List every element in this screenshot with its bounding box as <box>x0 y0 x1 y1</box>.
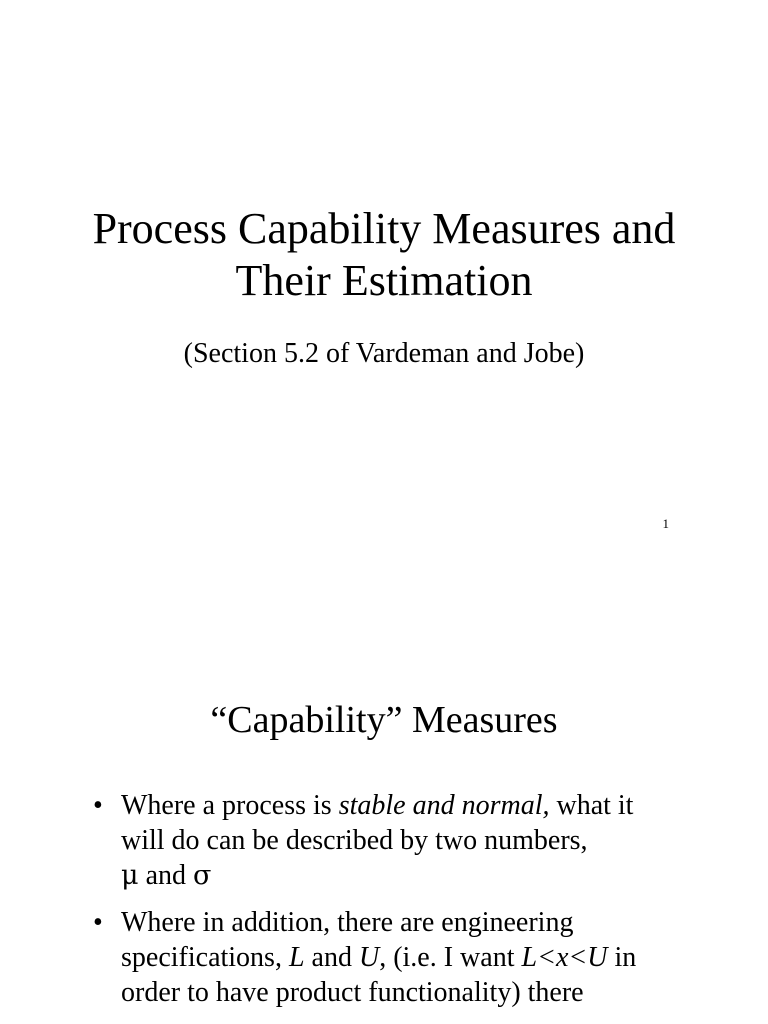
slide-2 <box>0 600 768 1024</box>
mu-symbol: μ <box>121 860 139 891</box>
lower-spec-symbol: L <box>288 942 305 973</box>
bullet-text: , (i.e. I want <box>379 942 522 973</box>
spec-inequality: L<x<U <box>521 942 608 973</box>
bullet-text: in order to have product functionality) there <box>121 942 637 1008</box>
title-line-1: Process Capability Measures and <box>92 204 676 253</box>
bullet-icon: • <box>93 907 103 938</box>
bullet-item <box>0 788 666 893</box>
bullet-text: and <box>138 860 193 891</box>
bullet-text: Where a process is <box>121 790 339 821</box>
slide-title: “Capability” Measures <box>210 699 558 741</box>
bullet-list <box>0 788 768 1022</box>
bullet-text: Where in addition, there are engineering specifications, <box>121 907 574 973</box>
sigma-symbol: σ <box>193 860 212 891</box>
bullet-item <box>0 905 666 1010</box>
bullet-text: what it will do can be described by two numbers, <box>121 790 634 856</box>
bullet-text: and <box>304 942 359 973</box>
page-number: 1 <box>662 516 669 531</box>
bullet-icon: • <box>93 790 103 821</box>
bullet-text-italic: stable and normal, <box>338 790 550 821</box>
slide-title <box>0 203 768 307</box>
title-line-2: Their Estimation <box>235 256 533 305</box>
upper-spec-symbol: U <box>358 942 380 973</box>
slide-subtitle: (Section 5.2 of Vardeman and Jobe) <box>183 338 585 369</box>
